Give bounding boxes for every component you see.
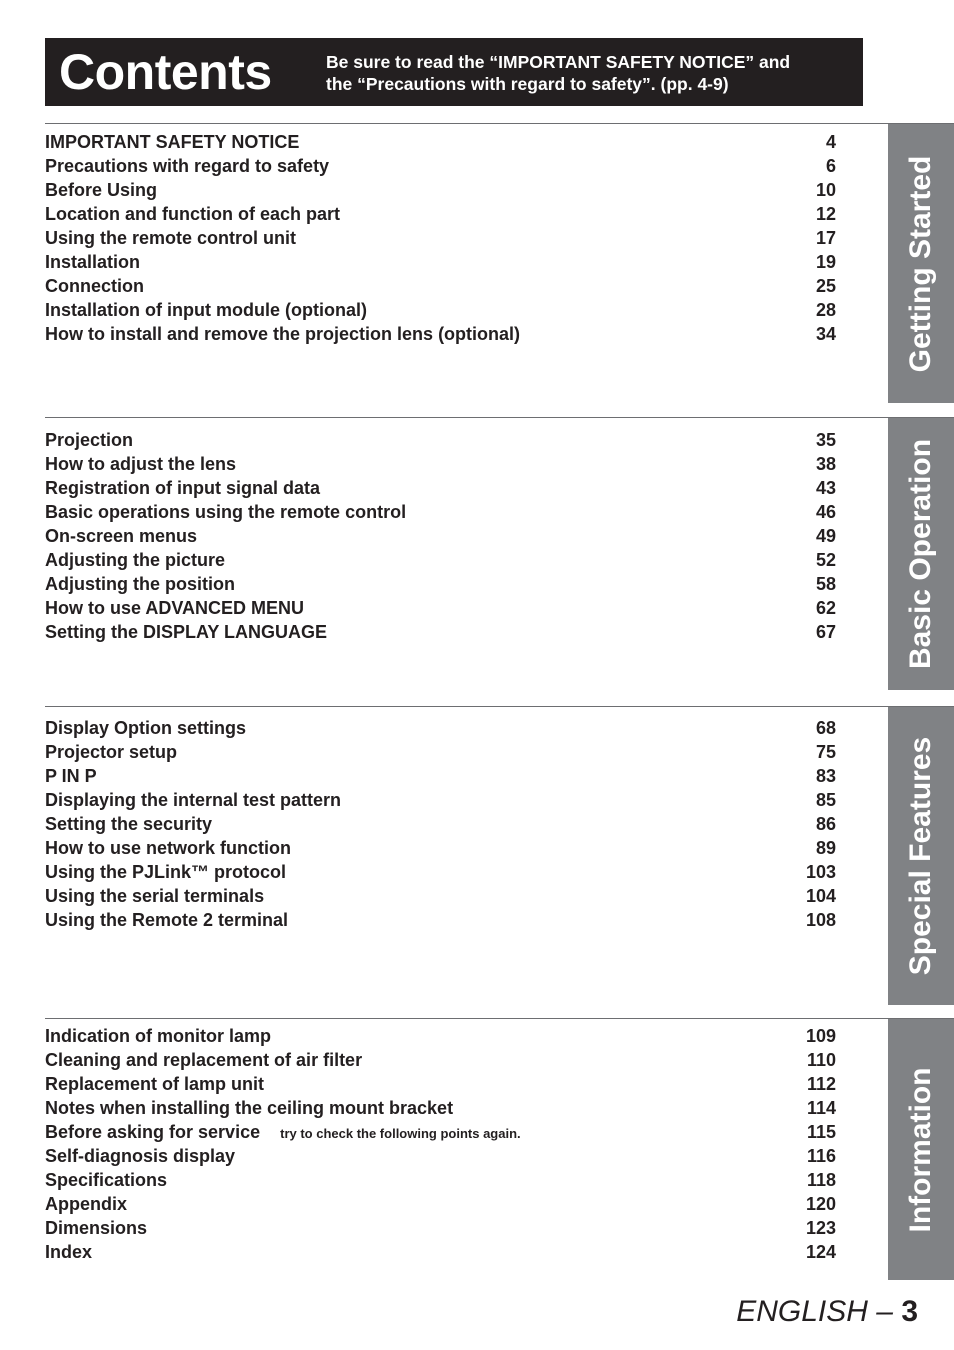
toc-entry-page: 103 <box>805 862 836 882</box>
toc-entry-title: P IN P <box>45 766 97 786</box>
toc-entry-title: Precautions with regard to safety <box>45 156 330 176</box>
toc-entry-page: 67 <box>815 622 836 642</box>
safety-reminder-line2: the “Precautions with regard to safety”. (pp. 4-9) <box>326 74 729 94</box>
toc-entry-page: 86 <box>815 814 836 834</box>
toc-entry-page: 118 <box>806 1170 836 1190</box>
toc-entry[interactable] <box>45 1121 836 1145</box>
toc-entry-title: Index <box>45 1242 93 1262</box>
toc-entry-page: 85 <box>815 790 836 810</box>
toc-entry-page: 34 <box>815 324 836 344</box>
toc-entry-page: 52 <box>815 550 836 570</box>
toc-entry-title: Self-diagnosis display <box>45 1146 236 1166</box>
toc-entry[interactable] <box>45 837 836 861</box>
toc-list <box>45 1025 836 1265</box>
footer-separator: – <box>867 1295 902 1328</box>
toc-entry[interactable] <box>45 1073 836 1097</box>
toc-list <box>45 131 836 347</box>
page-footer <box>736 1294 918 1330</box>
toc-entry-page: 104 <box>805 886 836 906</box>
toc-entry-title: Displaying the internal test pattern <box>45 790 342 810</box>
toc-entry-page: 89 <box>815 838 836 858</box>
section-information <box>45 1018 954 1280</box>
toc-entry[interactable] <box>45 1097 836 1121</box>
toc-entry-title: Specifications <box>45 1170 168 1190</box>
toc-entry[interactable] <box>45 299 836 323</box>
toc-entry-title: Cleaning and replacement of air filter <box>45 1050 363 1070</box>
section-special-features <box>45 706 954 1005</box>
toc-entry[interactable] <box>45 131 836 155</box>
toc-entry[interactable] <box>45 275 836 299</box>
toc-entry[interactable] <box>45 1193 836 1217</box>
toc-entry-title: Appendix <box>45 1194 128 1214</box>
toc-entry-title: How to install and remove the projection lens (optional) <box>45 324 521 344</box>
toc-entry[interactable] <box>45 1217 836 1241</box>
toc-entry-title: Before Using <box>45 180 158 200</box>
toc-entry-page: 116 <box>806 1146 836 1166</box>
toc-entry-page: 114 <box>806 1098 836 1118</box>
toc-entry-page: 120 <box>805 1194 836 1214</box>
toc-entry-title: Using the remote control unit <box>45 228 297 248</box>
toc-entry-title: Notes when installing the ceiling mount bracket <box>45 1098 454 1118</box>
toc-entry-title: Dimensions <box>45 1218 148 1238</box>
tab-label: Basic Operation <box>904 438 937 670</box>
contents-header <box>45 38 863 106</box>
toc-entry[interactable] <box>45 909 836 933</box>
toc-entry-page: 110 <box>806 1050 836 1070</box>
toc-entry-title: How to adjust the lens <box>45 454 237 474</box>
toc-entry-page: 4 <box>825 132 836 152</box>
toc-entry[interactable] <box>45 429 836 453</box>
toc-entry-page: 58 <box>815 574 836 594</box>
toc-entry-title: Projector setup <box>45 742 178 762</box>
toc-entry[interactable] <box>45 861 836 885</box>
toc-entry-page: 12 <box>815 204 836 224</box>
toc-list <box>45 429 836 645</box>
toc-entry-title: Installation of input module (optional) <box>45 300 367 320</box>
tab-special-features[interactable] <box>888 707 954 1005</box>
tab-getting-started[interactable] <box>888 124 954 403</box>
toc-entry-title: Registration of input signal data <box>45 478 321 498</box>
toc-entry-title <box>45 1121 521 1145</box>
toc-entry-title: IMPORTANT SAFETY NOTICE <box>45 132 300 152</box>
page-title: Contents <box>59 44 272 100</box>
toc-entry[interactable] <box>45 813 836 837</box>
toc-entry[interactable] <box>45 525 836 549</box>
tab-information[interactable] <box>888 1019 954 1280</box>
toc-entry-title: Location and function of each part <box>45 204 341 224</box>
toc-entry-title: Projection <box>45 430 134 450</box>
safety-reminder <box>326 51 790 95</box>
toc-entry-page: 17 <box>815 228 836 248</box>
toc-entry[interactable] <box>45 227 836 251</box>
toc-entry-note: try to check the following points again. <box>280 1126 521 1141</box>
toc-entry[interactable] <box>45 741 836 765</box>
toc-entry[interactable] <box>45 1241 836 1265</box>
toc-entry[interactable] <box>45 179 836 203</box>
toc-entry[interactable] <box>45 621 836 645</box>
toc-entry-title: Using the PJLink™ protocol <box>45 862 287 882</box>
toc-entry-page: 123 <box>805 1218 836 1238</box>
toc-entry[interactable] <box>45 1169 836 1193</box>
toc-entry[interactable] <box>45 573 836 597</box>
tab-basic-operation[interactable] <box>888 418 954 690</box>
toc-entry-title: Replacement of lamp unit <box>45 1074 265 1094</box>
toc-entry-page: 108 <box>805 910 836 930</box>
tab-label: Information <box>904 1067 937 1232</box>
toc-entry-title: How to use network function <box>45 838 291 858</box>
toc-entry-page: 43 <box>815 478 836 498</box>
toc-entry-page: 109 <box>805 1026 836 1046</box>
toc-entry-page: 49 <box>815 526 836 546</box>
tab-label: Special Features <box>904 736 937 976</box>
section-getting-started <box>45 123 954 403</box>
toc-list <box>45 717 836 933</box>
toc-entry-page: 35 <box>815 430 836 450</box>
toc-entry-title: Adjusting the picture <box>45 550 225 570</box>
toc-entry[interactable] <box>45 1145 836 1169</box>
toc-entry-title: Adjusting the position <box>45 574 235 594</box>
toc-entry-page: 112 <box>806 1074 836 1094</box>
toc-entry-title: On-screen menus <box>45 526 198 546</box>
toc-entry-page: 83 <box>815 766 836 786</box>
tab-label: Getting Started <box>904 155 937 372</box>
toc-entry[interactable] <box>45 885 836 909</box>
toc-entry[interactable] <box>45 549 836 573</box>
toc-entry-page: 68 <box>815 718 836 738</box>
toc-entry-title: Using the Remote 2 terminal <box>45 910 289 930</box>
safety-reminder-line1: Be sure to read the “IMPORTANT SAFETY NOTICE” and <box>326 52 791 72</box>
toc-entry[interactable] <box>45 1025 836 1049</box>
toc-entry[interactable] <box>45 323 836 347</box>
toc-entry-page: 46 <box>815 502 836 522</box>
toc-entry[interactable] <box>45 717 836 741</box>
toc-entry[interactable] <box>45 477 836 501</box>
toc-entry-title: Installation <box>45 252 141 272</box>
toc-entry-title: Setting the security <box>45 814 213 834</box>
footer-language: ENGLISH <box>736 1295 868 1328</box>
toc-entry[interactable] <box>45 1049 836 1073</box>
toc-entry-title: Indication of monitor lamp <box>45 1026 271 1046</box>
toc-entry[interactable] <box>45 597 836 621</box>
toc-entry[interactable] <box>45 155 836 179</box>
toc-entry-page: 38 <box>815 454 836 474</box>
toc-entry-page: 62 <box>815 598 836 618</box>
section-basic-operation <box>45 417 954 690</box>
toc-entry-title: How to use ADVANCED MENU <box>45 598 305 618</box>
toc-entry-page: 124 <box>805 1242 836 1262</box>
toc-entry[interactable] <box>45 251 836 275</box>
toc-entry-page: 19 <box>815 252 836 272</box>
toc-entry[interactable] <box>45 501 836 525</box>
toc-entry-title: Connection <box>45 276 144 296</box>
toc-entry-title: Setting the DISPLAY LANGUAGE <box>45 622 328 642</box>
toc-entry-page: 6 <box>825 156 836 176</box>
toc-entry-page: 25 <box>815 276 836 296</box>
toc-entry[interactable] <box>45 765 836 789</box>
toc-entry-page: 75 <box>815 742 836 762</box>
toc-entry[interactable] <box>45 789 836 813</box>
toc-entry[interactable] <box>45 203 836 227</box>
toc-entry-page: 10 <box>815 180 836 200</box>
toc-entry-page: 115 <box>806 1122 836 1142</box>
toc-entry-title: Using the serial terminals <box>45 886 265 906</box>
toc-entry-title: Display Option settings <box>45 718 247 738</box>
toc-entry-title: Basic operations using the remote control <box>45 502 407 522</box>
footer-page-number: 3 <box>901 1295 918 1328</box>
toc-entry[interactable] <box>45 453 836 477</box>
toc-entry-title-text: Before asking for service <box>45 1122 261 1142</box>
toc-entry-page: 28 <box>815 300 836 320</box>
